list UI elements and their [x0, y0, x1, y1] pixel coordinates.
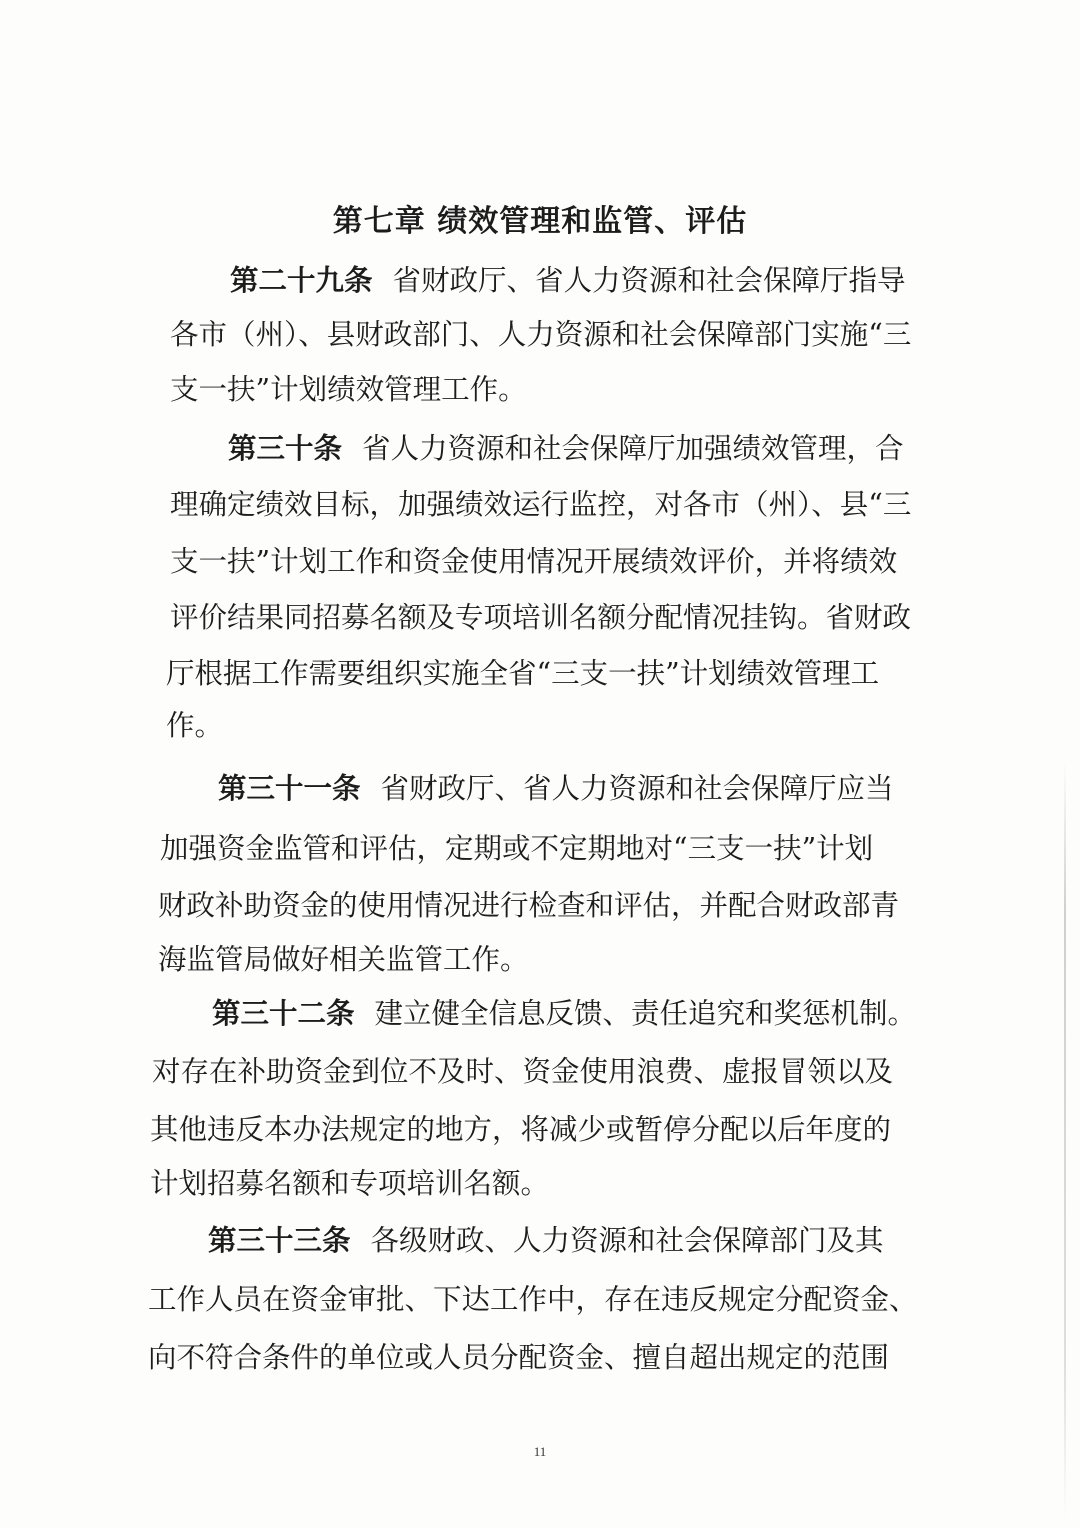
article-32-line-2: 对存在补助资金到位不及时、资金使用浪费、虚报冒领以及	[152, 1055, 894, 1088]
article-33-line-3: 向不符合条件的单位或人员分配资金、擅自超出规定的范围	[148, 1341, 890, 1374]
article-32-line-1: 第三十二条 建立健全信息反馈、责任追究和奖惩机制。	[212, 996, 917, 1030]
article-29-line-3: 支一扶”计划绩效管理工作。	[170, 373, 527, 406]
article-32-number: 第三十二条	[212, 996, 355, 1030]
scan-edge-shadow	[1064, 760, 1066, 1520]
article-29-line-1: 第二十九条 省财政厅、省人力资源和社会保障厅指导	[230, 263, 906, 297]
article-32-line-4: 计划招募名额和专项培训名额。	[150, 1167, 550, 1200]
article-30-line-1: 第三十条 省人力资源和社会保障厅加强绩效管理，合	[228, 431, 904, 465]
article-30-number: 第三十条	[228, 431, 343, 465]
page-number: 11	[533, 1444, 547, 1459]
article-31-line-2: 加强资金监管和评估，定期或不定期地对“三支一扶”计划	[160, 832, 874, 865]
article-30-line-3: 支一扶”计划工作和资金使用情况开展绩效评价，并将绩效	[170, 545, 898, 578]
article-31-line-1: 第三十一条 省财政厅、省人力资源和社会保障厅应当	[218, 771, 894, 805]
article-30-line-4: 评价结果同招募名额及专项培训名额分配情况挂钩。省财政	[170, 601, 912, 634]
article-33-line-2: 工作人员在资金审批、下达工作中，存在违反规定分配资金、	[148, 1283, 918, 1316]
article-31-line-3: 财政补助资金的使用情况进行检查和评估，并配合财政部青	[158, 889, 900, 922]
chapter-title: 第七章 绩效管理和监管、评估	[332, 204, 748, 239]
article-31-line-4: 海监管局做好相关监管工作。	[158, 943, 529, 976]
article-29-number: 第二十九条	[230, 263, 373, 297]
article-30-line-5: 厅根据工作需要组织实施全省“三支一扶”计划绩效管理工	[166, 657, 880, 690]
article-32-line-3: 其他违反本办法规定的地方，将减少或暂停分配以后年度的	[150, 1113, 892, 1146]
article-30-line-6: 作。	[166, 709, 224, 742]
article-31-number: 第三十一条	[218, 771, 361, 805]
article-33-number: 第三十三条	[208, 1223, 351, 1257]
article-29-line-2: 各市（州）、县财政部门、人力资源和社会保障部门实施“三	[170, 318, 912, 351]
article-30-line-2: 理确定绩效目标，加强绩效运行监控，对各市（州）、县“三	[170, 488, 912, 521]
article-33-line-1: 第三十三条 各级财政、人力资源和社会保障部门及其	[208, 1223, 884, 1257]
